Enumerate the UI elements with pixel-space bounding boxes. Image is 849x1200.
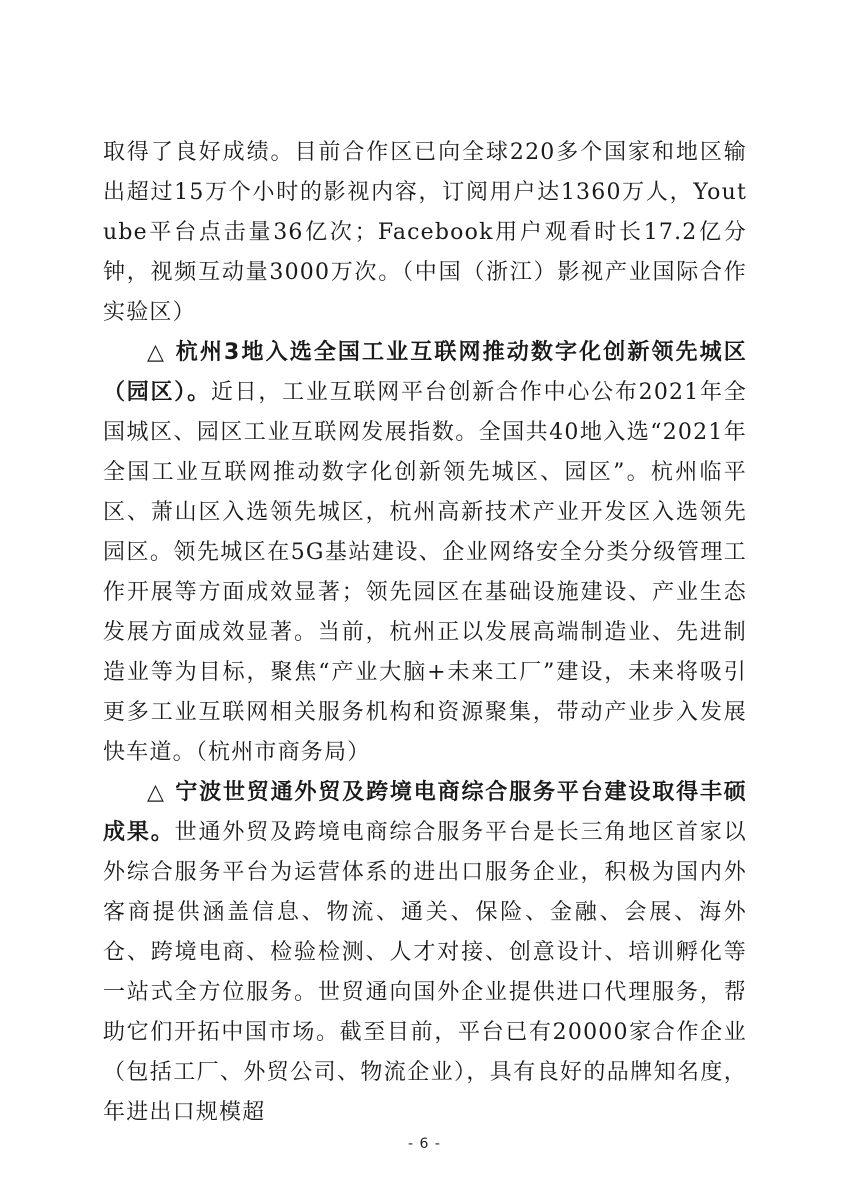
document-body [103,133,747,1133]
paragraph-body: 近日，工业互联网平台创新合作中心公布2021年全国城区、园区工业互联网发展指数。全国共40地入选“2021年全国工业互联网推动数字化创新领先城区、园区”。杭州临平区、萧山区入选领先城区，杭州高新技术产业开发区入选领先园区。领先城区在5G基站建设、企业网络安全分类分级管理工作开展等方面成效显著；领先园区在基础设施建设、产业生态发展方面成效显著。当前，杭州正以发展高端制造业、先进制造业等为目标，聚焦“产业大脑+未来工厂”建设，未来将吸引更多工业互联网相关服务机构和资源聚集，带动产业步入发展快车道。（杭州市商务局） [103,380,747,765]
paragraph-body: 世通外贸及跨境电商综合服务平台是长三角地区首家以外综合服务平台为运营体系的进出口服务企业，积极为国内外客商提供涵盖信息、物流、通关、保险、金融、会展、海外仓、跨境电商、检验检测、人才对接、创意设计、培训孵化等一站式全方位服务。世贸通向国外企业提供进口代理服务，帮助它们开拓中国市场。截至目前，平台已有20000家合作企业（包括工厂、外贸公司、物流企业），具有良好的品牌知名度，年进出口规模超 [103,820,747,1125]
paragraph-continuation [103,133,747,333]
paragraph-heading: △ 宁波世贸通外贸及跨境电商综合服务平台建设取得丰硕成果。 [103,780,747,845]
paragraph-ningbo-trade-platform [103,773,747,1133]
paragraph-body: 取得了良好成绩。目前合作区已向全球220多个国家和地区输出超过15万个小时的影视内容，订阅用户达1360万人，Youtube平台点击量36亿次；Facebook用户观看时长17.2亿分钟，视频互动量3000万次。（中国（浙江）影视产业国际合作实验区） [103,140,747,325]
paragraph-heading: △ 杭州3地入选全国工业互联网推动数字化创新领先城区（园区）。 [103,340,747,405]
paragraph-hangzhou-industrial-internet [103,333,747,773]
page-number: - 6 - [408,1136,441,1152]
